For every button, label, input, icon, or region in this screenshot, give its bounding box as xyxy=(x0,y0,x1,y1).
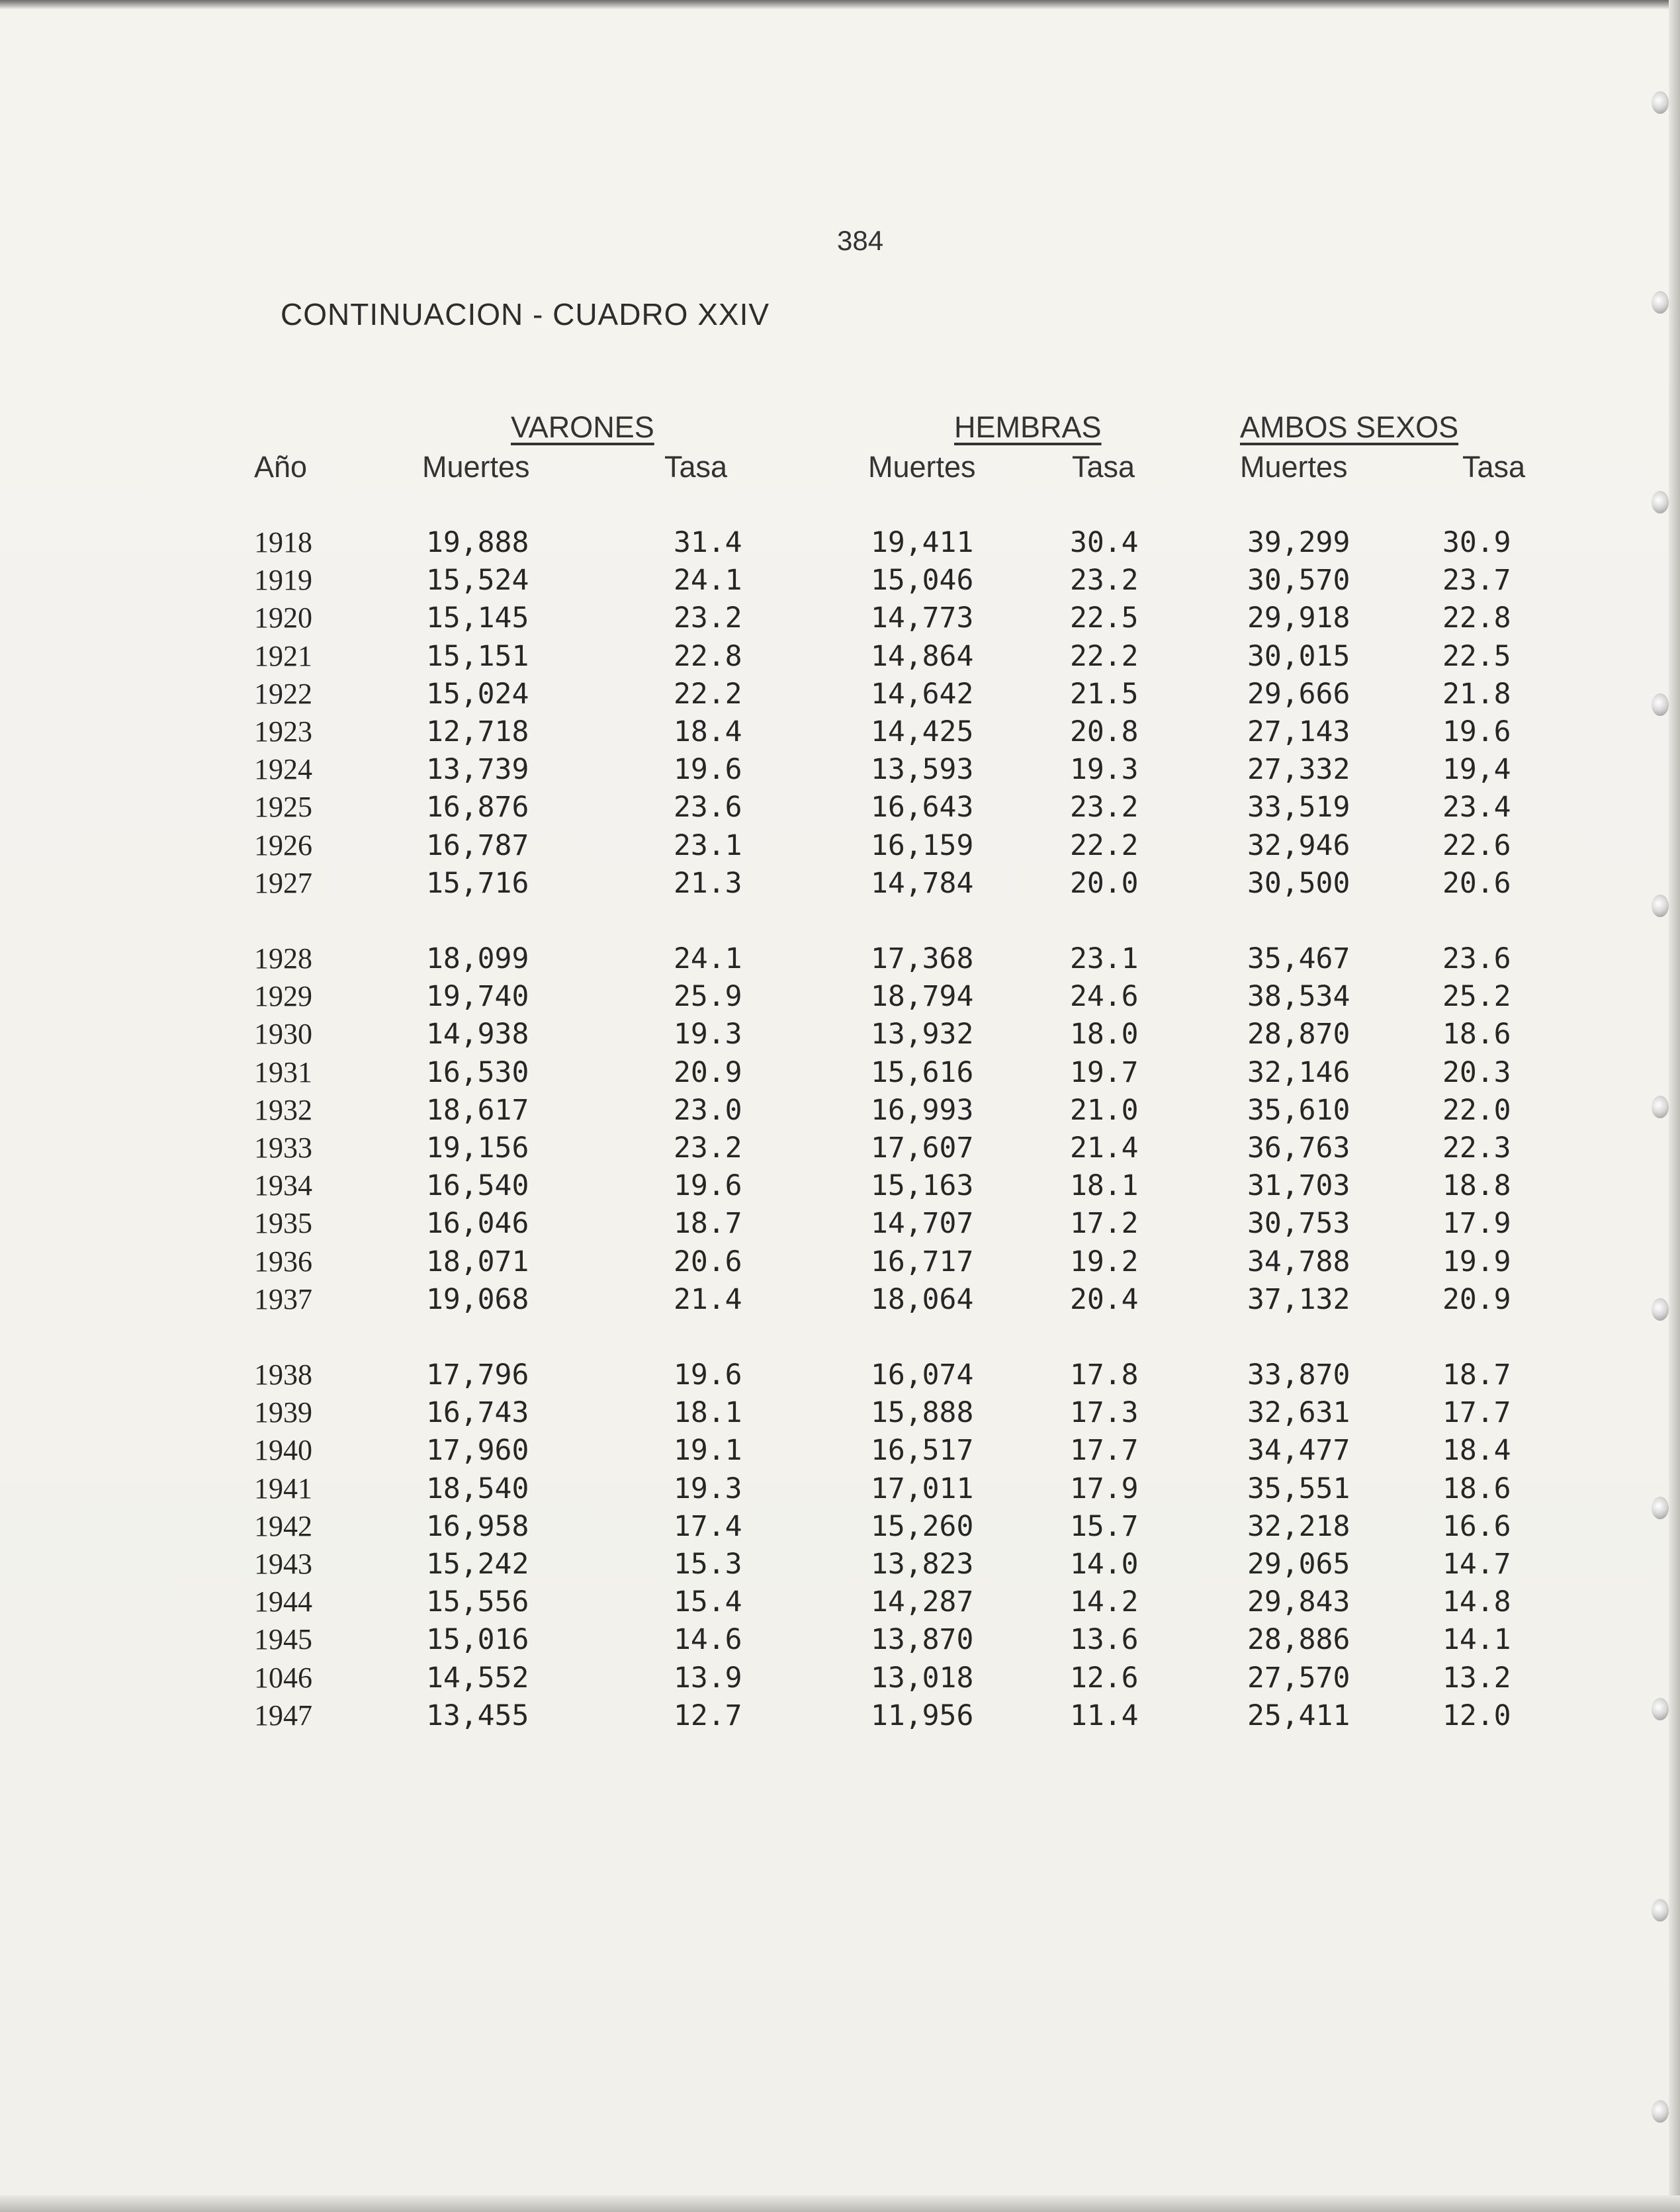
ambos-muertes-cell: 30,500 xyxy=(1247,867,1350,900)
hembras-muertes-cell: 15,888 xyxy=(871,1396,974,1429)
hembras-tasa-cell: 22.2 xyxy=(1070,640,1139,673)
hembras-tasa-cell: 21.5 xyxy=(1070,678,1139,711)
hembras-tasa-cell: 23.2 xyxy=(1070,564,1139,597)
year-cell: 1919 xyxy=(254,564,312,596)
ambos-muertes-cell: 28,870 xyxy=(1247,1018,1350,1051)
ambos-muertes-cell: 36,763 xyxy=(1247,1131,1350,1165)
ambos-tasa-cell: 19.6 xyxy=(1442,715,1511,748)
varones-muertes-cell: 16,876 xyxy=(426,791,529,824)
varones-muertes-cell: 15,716 xyxy=(426,867,529,900)
varones-tasa-cell: 20.6 xyxy=(674,1245,742,1278)
ambos-tasa-cell: 23.4 xyxy=(1442,791,1511,824)
varones-muertes-cell: 13,739 xyxy=(426,753,529,786)
varones-tasa-cell: 22.2 xyxy=(674,678,742,711)
table-row xyxy=(0,713,1680,750)
varones-muertes-cell: 18,099 xyxy=(426,942,529,975)
hembras-tasa-cell: 22.5 xyxy=(1070,601,1139,635)
hembras-tasa-cell: 21.4 xyxy=(1070,1131,1139,1165)
varones-muertes-cell: 15,024 xyxy=(426,678,529,711)
hembras-tasa-cell: 20.0 xyxy=(1070,867,1139,900)
hembras-muertes-cell: 13,870 xyxy=(871,1623,974,1656)
varones-tasa-cell: 13.9 xyxy=(674,1661,742,1695)
varones-muertes-cell: 17,796 xyxy=(426,1358,529,1392)
varones-tasa-cell: 19.3 xyxy=(674,1018,742,1051)
table-row xyxy=(0,1205,1680,1242)
ambos-muertes-cell: 35,467 xyxy=(1247,942,1350,975)
ambos-muertes-cell: 34,788 xyxy=(1247,1245,1350,1278)
hembras-tasa-cell: 17.7 xyxy=(1070,1434,1139,1467)
varones-muertes-cell: 12,718 xyxy=(426,715,529,748)
binder-hole xyxy=(1652,291,1669,314)
hembras-tasa-cell: 15.7 xyxy=(1070,1510,1139,1543)
year-cell: 1940 xyxy=(254,1434,312,1466)
hembras-muertes-cell: 16,993 xyxy=(871,1094,974,1127)
ambos-tasa-cell: 21.8 xyxy=(1442,678,1511,711)
hembras-muertes-cell: 16,643 xyxy=(871,791,974,824)
hembras-muertes-cell: 17,607 xyxy=(871,1131,974,1165)
hembras-muertes-cell: 14,864 xyxy=(871,640,974,673)
table-row xyxy=(0,1356,1680,1394)
varones-muertes-cell: 19,068 xyxy=(426,1283,529,1316)
hembras-tasa-cell: 17.2 xyxy=(1070,1207,1139,1240)
ambos-tasa-cell: 16.6 xyxy=(1442,1510,1511,1543)
year-cell: 1918 xyxy=(254,526,312,558)
varones-tasa-cell: 19.6 xyxy=(674,1169,742,1202)
varones-tasa-cell: 23.1 xyxy=(674,829,742,862)
year-cell: 1947 xyxy=(254,1699,312,1732)
hembras-tasa-cell: 30.4 xyxy=(1070,526,1139,559)
hembras-muertes-cell: 16,517 xyxy=(871,1434,974,1467)
table-row xyxy=(0,676,1680,713)
hembras-tasa-cell: 14.2 xyxy=(1070,1585,1139,1618)
ambos-muertes-cell: 29,065 xyxy=(1247,1548,1350,1581)
varones-tasa-cell: 21.3 xyxy=(674,867,742,900)
ambos-tasa-cell: 19,4 xyxy=(1442,753,1511,786)
varones-muertes-cell: 14,938 xyxy=(426,1018,529,1051)
table-row xyxy=(0,1167,1680,1204)
hembras-muertes-cell: 19,411 xyxy=(871,526,974,559)
varones-tasa-cell: 23.0 xyxy=(674,1094,742,1127)
varones-tasa-cell: 18.7 xyxy=(674,1207,742,1240)
year-cell: 1941 xyxy=(254,1472,312,1505)
varones-muertes-cell: 15,145 xyxy=(426,601,529,635)
year-cell: 1921 xyxy=(254,640,312,672)
table-row xyxy=(0,1470,1680,1507)
hembras-tasa-cell: 17.8 xyxy=(1070,1358,1139,1392)
varones-muertes-cell: 15,016 xyxy=(426,1623,529,1656)
ambos-muertes-cell: 32,218 xyxy=(1247,1510,1350,1543)
varones-tasa-cell: 22.8 xyxy=(674,640,742,673)
page-number: 384 xyxy=(837,225,884,256)
ambos-tasa-cell: 17.9 xyxy=(1442,1207,1511,1240)
varones-muertes-cell: 18,071 xyxy=(426,1245,529,1278)
hembras-muertes-cell: 14,784 xyxy=(871,867,974,900)
ambos-muertes-cell: 32,146 xyxy=(1247,1056,1350,1089)
varones-tasa-cell: 19.1 xyxy=(674,1434,742,1467)
year-cell: 1937 xyxy=(254,1283,312,1315)
year-cell: 1923 xyxy=(254,715,312,748)
hembras-muertes-cell: 14,642 xyxy=(871,678,974,711)
column-header-varones-tasa: Tasa xyxy=(664,450,728,484)
ambos-muertes-cell: 34,477 xyxy=(1247,1434,1350,1467)
table-row xyxy=(0,940,1680,977)
ambos-tasa-cell: 18.6 xyxy=(1442,1472,1511,1505)
binder-hole xyxy=(1652,1899,1669,1922)
varones-tasa-cell: 24.1 xyxy=(674,942,742,975)
table-row xyxy=(0,1016,1680,1053)
year-cell: 1938 xyxy=(254,1358,312,1391)
varones-muertes-cell: 19,740 xyxy=(426,980,529,1013)
table-row xyxy=(0,1394,1680,1431)
hembras-muertes-cell: 14,773 xyxy=(871,601,974,635)
hembras-tasa-cell: 19.3 xyxy=(1070,753,1139,786)
ambos-muertes-cell: 29,918 xyxy=(1247,601,1350,635)
varones-tasa-cell: 19.3 xyxy=(674,1472,742,1505)
group-header-varones: VARONES xyxy=(511,410,654,444)
column-header-ano: Año xyxy=(254,450,308,484)
hembras-muertes-cell: 13,018 xyxy=(871,1661,974,1695)
ambos-tasa-cell: 23.6 xyxy=(1442,942,1511,975)
hembras-tasa-cell: 22.2 xyxy=(1070,829,1139,862)
ambos-muertes-cell: 39,299 xyxy=(1247,526,1350,559)
varones-muertes-cell: 17,960 xyxy=(426,1434,529,1467)
table-row xyxy=(0,1583,1680,1620)
varones-muertes-cell: 15,556 xyxy=(426,1585,529,1618)
ambos-muertes-cell: 33,519 xyxy=(1247,791,1350,824)
varones-muertes-cell: 16,530 xyxy=(426,1056,529,1089)
ambos-muertes-cell: 28,886 xyxy=(1247,1623,1350,1656)
varones-muertes-cell: 16,958 xyxy=(426,1510,529,1543)
hembras-tasa-cell: 19.7 xyxy=(1070,1056,1139,1089)
table-row xyxy=(0,1659,1680,1697)
ambos-tasa-cell: 22.8 xyxy=(1442,601,1511,635)
ambos-tasa-cell: 18.4 xyxy=(1442,1434,1511,1467)
ambos-muertes-cell: 30,753 xyxy=(1247,1207,1350,1240)
group-header-ambos-sexos: AMBOS SEXOS xyxy=(1240,410,1459,444)
varones-muertes-cell: 19,888 xyxy=(426,526,529,559)
ambos-muertes-cell: 30,570 xyxy=(1247,564,1350,597)
varones-muertes-cell: 18,617 xyxy=(426,1094,529,1127)
hembras-tasa-cell: 18.1 xyxy=(1070,1169,1139,1202)
varones-tasa-cell: 15.3 xyxy=(674,1548,742,1581)
hembras-muertes-cell: 16,717 xyxy=(871,1245,974,1278)
varones-tasa-cell: 12.7 xyxy=(674,1699,742,1732)
table-row xyxy=(0,1243,1680,1280)
hembras-tasa-cell: 12.6 xyxy=(1070,1661,1139,1695)
table-row xyxy=(0,599,1680,637)
hembras-muertes-cell: 16,159 xyxy=(871,829,974,862)
binder-hole xyxy=(1652,2100,1669,2123)
year-cell: 1934 xyxy=(254,1169,312,1202)
table-row xyxy=(0,1129,1680,1167)
year-cell: 1935 xyxy=(254,1207,312,1239)
ambos-muertes-cell: 29,666 xyxy=(1247,678,1350,711)
varones-muertes-cell: 16,743 xyxy=(426,1396,529,1429)
table-row xyxy=(0,1054,1680,1091)
ambos-tasa-cell: 18.8 xyxy=(1442,1169,1511,1202)
ambos-tasa-cell: 22.0 xyxy=(1442,1094,1511,1127)
hembras-muertes-cell: 13,823 xyxy=(871,1548,974,1581)
table-row xyxy=(0,638,1680,675)
year-cell: 1939 xyxy=(254,1396,312,1429)
table-row xyxy=(0,1621,1680,1658)
varones-tasa-cell: 18.1 xyxy=(674,1396,742,1429)
ambos-tasa-cell: 22.5 xyxy=(1442,640,1511,673)
varones-tasa-cell: 23.2 xyxy=(674,1131,742,1165)
table-row xyxy=(0,751,1680,788)
hembras-tasa-cell: 23.1 xyxy=(1070,942,1139,975)
hembras-muertes-cell: 18,794 xyxy=(871,980,974,1013)
ambos-tasa-cell: 23.7 xyxy=(1442,564,1511,597)
ambos-tasa-cell: 17.7 xyxy=(1442,1396,1511,1429)
ambos-tasa-cell: 12.0 xyxy=(1442,1699,1511,1732)
year-cell: 1925 xyxy=(254,791,312,823)
varones-tasa-cell: 14.6 xyxy=(674,1623,742,1656)
ambos-tasa-cell: 22.6 xyxy=(1442,829,1511,862)
hembras-tasa-cell: 20.8 xyxy=(1070,715,1139,748)
varones-muertes-cell: 16,787 xyxy=(426,829,529,862)
table-title: CONTINUACION - CUADRO XXIV xyxy=(281,297,770,332)
column-header-hembras-tasa: Tasa xyxy=(1072,450,1135,484)
varones-muertes-cell: 14,552 xyxy=(426,1661,529,1695)
hembras-tasa-cell: 17.3 xyxy=(1070,1396,1139,1429)
ambos-muertes-cell: 38,534 xyxy=(1247,980,1350,1013)
hembras-muertes-cell: 15,260 xyxy=(871,1510,974,1543)
varones-tasa-cell: 23.6 xyxy=(674,791,742,824)
ambos-tasa-cell: 14.1 xyxy=(1442,1623,1511,1656)
ambos-muertes-cell: 31,703 xyxy=(1247,1169,1350,1202)
year-cell: 1943 xyxy=(254,1548,312,1580)
hembras-muertes-cell: 13,932 xyxy=(871,1018,974,1051)
hembras-tasa-cell: 20.4 xyxy=(1070,1283,1139,1316)
hembras-tasa-cell: 19.2 xyxy=(1070,1245,1139,1278)
varones-tasa-cell: 25.9 xyxy=(674,980,742,1013)
ambos-tasa-cell: 19.9 xyxy=(1442,1245,1511,1278)
varones-tasa-cell: 24.1 xyxy=(674,564,742,597)
varones-tasa-cell: 17.4 xyxy=(674,1510,742,1543)
varones-muertes-cell: 15,151 xyxy=(426,640,529,673)
table-row xyxy=(0,789,1680,826)
year-cell: 1944 xyxy=(254,1585,312,1618)
year-cell: 1922 xyxy=(254,678,312,710)
varones-muertes-cell: 13,455 xyxy=(426,1699,529,1732)
varones-tasa-cell: 23.2 xyxy=(674,601,742,635)
ambos-muertes-cell: 25,411 xyxy=(1247,1699,1350,1732)
hembras-muertes-cell: 11,956 xyxy=(871,1699,974,1732)
ambos-muertes-cell: 37,132 xyxy=(1247,1283,1350,1316)
hembras-muertes-cell: 17,011 xyxy=(871,1472,974,1505)
year-cell: 1046 xyxy=(254,1661,312,1694)
ambos-muertes-cell: 29,843 xyxy=(1247,1585,1350,1618)
hembras-tasa-cell: 23.2 xyxy=(1070,791,1139,824)
hembras-muertes-cell: 14,287 xyxy=(871,1585,974,1618)
year-cell: 1924 xyxy=(254,753,312,785)
ambos-tasa-cell: 20.3 xyxy=(1442,1056,1511,1089)
column-header-ambos-tasa: Tasa xyxy=(1462,450,1526,484)
table-row xyxy=(0,1281,1680,1318)
ambos-muertes-cell: 32,946 xyxy=(1247,829,1350,862)
hembras-muertes-cell: 14,425 xyxy=(871,715,974,748)
year-cell: 1926 xyxy=(254,829,312,862)
year-cell: 1930 xyxy=(254,1018,312,1050)
binder-hole xyxy=(1652,91,1669,114)
ambos-muertes-cell: 27,570 xyxy=(1247,1661,1350,1695)
ambos-tasa-cell: 13.2 xyxy=(1442,1661,1511,1695)
table-row xyxy=(0,865,1680,902)
hembras-muertes-cell: 15,616 xyxy=(871,1056,974,1089)
hembras-muertes-cell: 13,593 xyxy=(871,753,974,786)
hembras-tasa-cell: 11.4 xyxy=(1070,1699,1139,1732)
varones-tasa-cell: 18.4 xyxy=(674,715,742,748)
ambos-tasa-cell: 14.8 xyxy=(1442,1585,1511,1618)
year-cell: 1928 xyxy=(254,942,312,975)
varones-muertes-cell: 19,156 xyxy=(426,1131,529,1165)
table-row xyxy=(0,1697,1680,1734)
column-header-ambos-muertes: Muertes xyxy=(1240,450,1348,484)
ambos-muertes-cell: 35,551 xyxy=(1247,1472,1350,1505)
hembras-tasa-cell: 13.6 xyxy=(1070,1623,1139,1656)
year-cell: 1931 xyxy=(254,1056,312,1088)
ambos-tasa-cell: 20.9 xyxy=(1442,1283,1511,1316)
ambos-tasa-cell: 30.9 xyxy=(1442,526,1511,559)
hembras-muertes-cell: 16,074 xyxy=(871,1358,974,1392)
year-cell: 1936 xyxy=(254,1245,312,1278)
varones-tasa-cell: 19.6 xyxy=(674,1358,742,1392)
varones-tasa-cell: 31.4 xyxy=(674,526,742,559)
page-bottom-edge xyxy=(0,2195,1680,2212)
table-row xyxy=(0,1092,1680,1129)
year-cell: 1932 xyxy=(254,1094,312,1126)
table-row xyxy=(0,978,1680,1015)
binder-hole xyxy=(1652,491,1669,513)
varones-muertes-cell: 16,540 xyxy=(426,1169,529,1202)
hembras-tasa-cell: 18.0 xyxy=(1070,1018,1139,1051)
table-row xyxy=(0,562,1680,599)
varones-tasa-cell: 15.4 xyxy=(674,1585,742,1618)
year-cell: 1945 xyxy=(254,1623,312,1656)
ambos-muertes-cell: 32,631 xyxy=(1247,1396,1350,1429)
hembras-muertes-cell: 15,163 xyxy=(871,1169,974,1202)
hembras-tasa-cell: 21.0 xyxy=(1070,1094,1139,1127)
year-cell: 1942 xyxy=(254,1510,312,1542)
hembras-tasa-cell: 17.9 xyxy=(1070,1472,1139,1505)
varones-muertes-cell: 15,242 xyxy=(426,1548,529,1581)
column-header-hembras-muertes: Muertes xyxy=(868,450,976,484)
hembras-muertes-cell: 17,368 xyxy=(871,942,974,975)
ambos-muertes-cell: 27,143 xyxy=(1247,715,1350,748)
year-cell: 1927 xyxy=(254,867,312,899)
varones-muertes-cell: 18,540 xyxy=(426,1472,529,1505)
hembras-muertes-cell: 18,064 xyxy=(871,1283,974,1316)
year-cell: 1929 xyxy=(254,980,312,1012)
page-top-edge xyxy=(0,0,1680,9)
ambos-tasa-cell: 14.7 xyxy=(1442,1548,1511,1581)
ambos-muertes-cell: 35,610 xyxy=(1247,1094,1350,1127)
table-row xyxy=(0,524,1680,561)
ambos-tasa-cell: 20.6 xyxy=(1442,867,1511,900)
varones-muertes-cell: 16,046 xyxy=(426,1207,529,1240)
column-header-varones-muertes: Muertes xyxy=(422,450,530,484)
table-row xyxy=(0,1432,1680,1469)
table-row xyxy=(0,1508,1680,1545)
ambos-muertes-cell: 33,870 xyxy=(1247,1358,1350,1392)
varones-tasa-cell: 20.9 xyxy=(674,1056,742,1089)
table-row xyxy=(0,827,1680,864)
ambos-tasa-cell: 22.3 xyxy=(1442,1131,1511,1165)
ambos-tasa-cell: 25.2 xyxy=(1442,980,1511,1013)
hembras-tasa-cell: 14.0 xyxy=(1070,1548,1139,1581)
ambos-tasa-cell: 18.7 xyxy=(1442,1358,1511,1392)
varones-muertes-cell: 15,524 xyxy=(426,564,529,597)
group-header-hembras: HEMBRAS xyxy=(954,410,1102,444)
varones-tasa-cell: 21.4 xyxy=(674,1283,742,1316)
ambos-muertes-cell: 27,332 xyxy=(1247,753,1350,786)
hembras-muertes-cell: 14,707 xyxy=(871,1207,974,1240)
hembras-tasa-cell: 24.6 xyxy=(1070,980,1139,1013)
varones-tasa-cell: 19.6 xyxy=(674,753,742,786)
year-cell: 1933 xyxy=(254,1131,312,1164)
hembras-muertes-cell: 15,046 xyxy=(871,564,974,597)
ambos-muertes-cell: 30,015 xyxy=(1247,640,1350,673)
year-cell: 1920 xyxy=(254,601,312,634)
ambos-tasa-cell: 18.6 xyxy=(1442,1018,1511,1051)
table-row xyxy=(0,1546,1680,1583)
